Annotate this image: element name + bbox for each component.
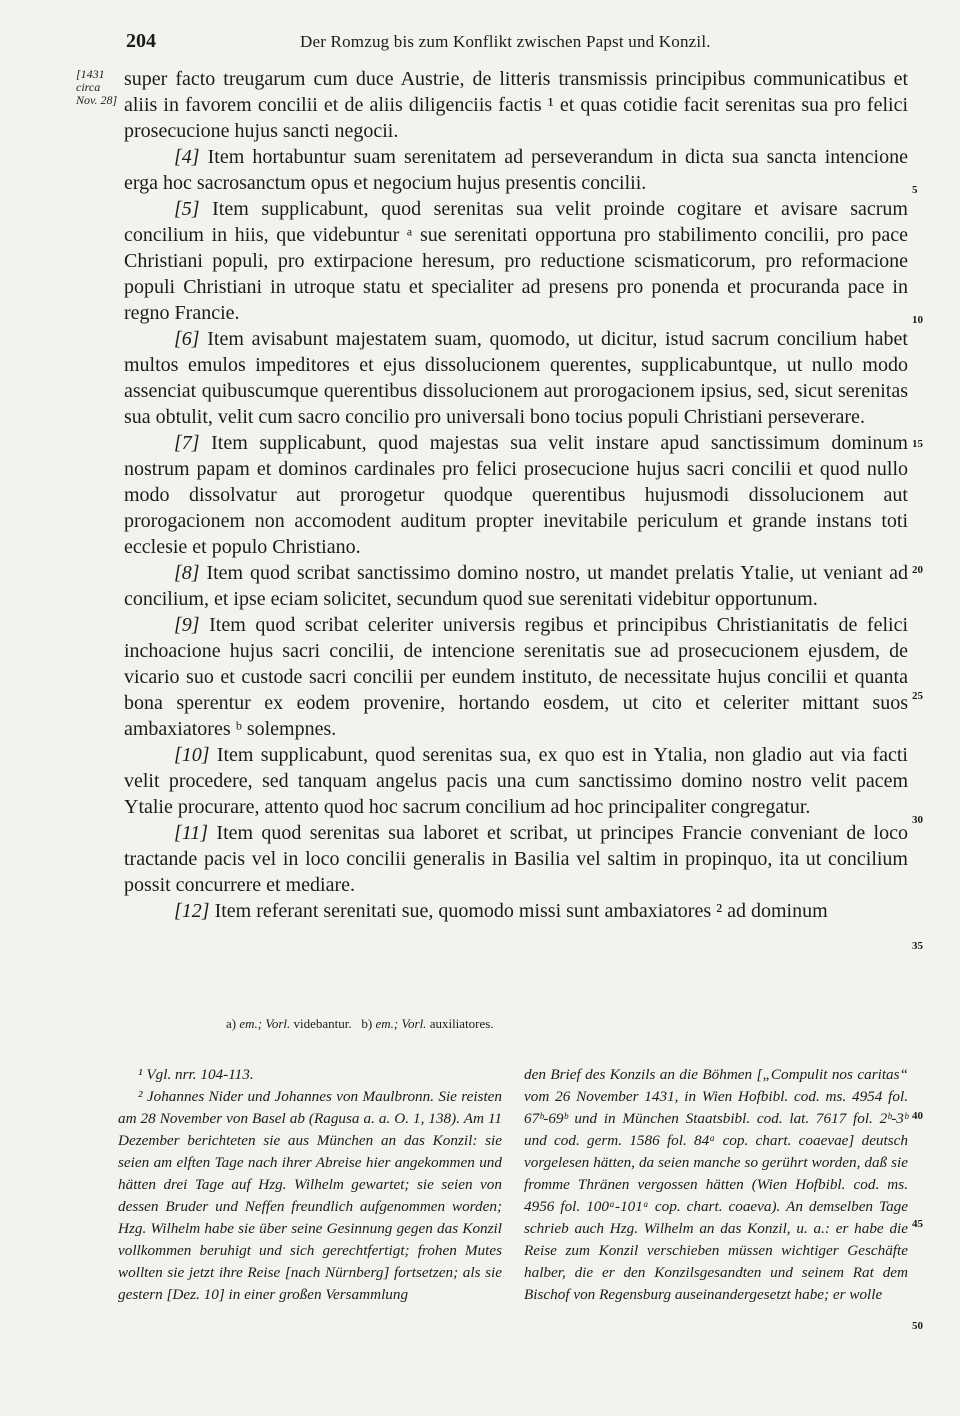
page-header <box>0 30 960 58</box>
margin-date <box>76 68 126 107</box>
paragraph-9 <box>124 612 908 742</box>
paragraph-number: [6] <box>174 328 200 350</box>
paragraph-number: [7] <box>174 432 200 454</box>
paragraph-number: [8] <box>174 562 200 584</box>
paragraph-text: Item hortabuntur suam serenitatem ad perseverandum in dicta sua sancta intencione erga hoc sacrosanctum opus et negocium hujus presentis concilii. <box>124 146 908 194</box>
paragraph-text: Item quod serenitas sua laboret et scribat, ut principes Francie conveniant de loco tractande pacis vel in loco concilii generalis in Basilia vel saltim in propinquo, ita ut concilium possit concurrere et mediare. <box>124 822 908 896</box>
footnotes-right-column <box>524 1064 908 1306</box>
line-number: 15 <box>912 438 923 450</box>
line-number: 30 <box>912 814 923 826</box>
paragraph-11 <box>124 820 908 898</box>
critical-apparatus <box>226 1016 494 1032</box>
main-text <box>124 66 908 924</box>
apparatus-em: em.; <box>375 1016 399 1031</box>
paragraph-number: [11] <box>174 822 209 844</box>
paragraph-text: Item supplicabunt, quod serenitas sua velit proinde cogitare et avisare sacrum concilium in hiis, que videbuntur ᵃ sue serenitati opportuna pro stabilimento concilii, pro pace Christiani populi, pro extirpacione heresum, pro reductione scismaticorum, pro reformacione populi Christiani in utroque statu et specialiter ad presens pro ponenda et procuranda pace in regno Francie. <box>124 198 908 324</box>
line-number: 25 <box>912 690 923 702</box>
paragraph-number: [10] <box>174 744 210 766</box>
apparatus-vorl: Vorl. <box>401 1016 427 1031</box>
footnotes-left-column <box>118 1064 502 1306</box>
apparatus-reading: auxiliatores. <box>429 1016 494 1031</box>
paragraph-text: Item avisabunt majestatem suam, quomodo, ut dicitur, istud sacrum concilium habet multos emulos impeditores et ejus dissolucionem querentes, supplicabuntque, ut nullo modo assenciat quibuscumque querentibus dissolucionem aut prorogacionem ipsius, sed, sicut serenitas sua obtulit, velit cum sacro concilio pro universali bono tocius populi Christiani perseverare. <box>124 328 908 428</box>
apparatus-vorl: Vorl. <box>265 1016 291 1031</box>
paragraph-text: super facto treugarum cum duce Austrie, de litteris transmissis principibus communicatibus et aliis in favorem concilii et de aliis diligenciis factis ¹ et quas cotidie facit serenitas sua pro felici prosecucione hujus sancti negocii. <box>124 68 908 142</box>
margin-date-circa: circa <box>76 80 101 94</box>
line-number: 35 <box>912 940 923 952</box>
footnote-1: ¹ Vgl. nrr. 104-113. <box>138 1066 254 1083</box>
paragraph-number: [5] <box>174 198 200 220</box>
paragraph-7 <box>124 430 908 560</box>
paragraph-number: [4] <box>174 146 200 168</box>
paragraph-6 <box>124 326 908 430</box>
paragraph-text: Item supplicabunt, quod majestas sua velit instare apud sanctissimum dominum nostrum papam et dominos cardinales pro felici prosecucione hujus sacri concilii et quod nullo modo dissolvatur aut prorogetur quodque querentibus hujusmodi dissolucionem aut prorogacionem non accomodent auditum propter inevitabile periculum et grande instans toti ecclesie et populo Christiano. <box>124 432 908 558</box>
line-number: 50 <box>912 1320 923 1332</box>
apparatus-reading: videbantur. <box>293 1016 352 1031</box>
line-number: 5 <box>912 184 918 196</box>
margin-date-day: Nov. 28] <box>76 93 118 107</box>
apparatus-em: em.; <box>239 1016 263 1031</box>
apparatus-mark-a: a) <box>226 1016 237 1031</box>
paragraph-number: [12] <box>174 900 210 922</box>
paragraph-5 <box>124 196 908 326</box>
line-number: 10 <box>912 314 923 326</box>
footnote-2: ² Johannes Nider und Johannes von Maulbronn. Sie reisten am 28 November von Basel ab (Ragusa a. a. O. 1, 138). Am 11 Dezember berichteten sie aus München an das Konzil: sie seien am elften Tage nach ihrer Abreise hier angekommen und hätten drei Tage auf Hzg. Wilhelm gewartet; sie seien von dessen Bruder und Neffen freundlich aufgenommen worden; Hzg. Wilhelm habe sie über seine Gesinnung gegen das Konzil vollkommen beruhigt und sich gerechtfertigt; frohen Mutes wollten sie jetzt ihre Reise [nach Nürnberg] fortsetzen; als sie gestern [Dez. 10] in einer großen Versammlung <box>118 1088 502 1303</box>
paragraph-text: Item quod scribat celeriter universis regibus et principibus Christianitatis de felici inchoacione hujus sacri concilii, de intencione serenitatis sue ad prosecucionem ejusdem, de vicario suo et custode sacri concilii per eundem instituto, de necessitate hujus concilii et quanta bona sperentur ex eodem provenire, hortando eosdem, ut cito et celeriter mittant suos ambaxiatores ᵇ solempnes. <box>124 614 908 740</box>
footnote-2-continued: den Brief des Konzils an die Böhmen [„Compulit nos caritas“ vom 26 November 1431, in Wien Hofbibl. cod. ms. 4954 fol. 67ᵇ-69ᵇ und in München Staatsbibl. cod. lat. 7617 fol. 2ᵇ-3ᵇ und cod. germ. 1586 fol. 84ᵃ cop. chart. coaevae] deutsch vorgelesen hätten, da seien manche so gerührt worden, daß sie fromme Thränen vergossen hätten (Wien Hofbibl. cod. ms. 4956 fol. 100ᵃ-101ᵃ cop. chart. coaeva). An demselben Tage schrieb auch Hzg. Wilhelm an das Konzil, u. a.: er habe die Reise zum Konzil verschieben müssen wichtiger Geschäfte halber, die er den Konzilsgesandten und seinem Rat dem Bischof von Regensburg auseinandergesetzt habe; er wolle <box>524 1066 908 1303</box>
paragraph-text: Item referant serenitati sue, quomodo missi sunt ambaxiatores ² ad dominum <box>209 900 828 922</box>
apparatus-mark-b: b) <box>361 1016 373 1031</box>
paragraph-10 <box>124 742 908 820</box>
line-number: 40 <box>912 1110 923 1122</box>
paragraph-4 <box>124 144 908 196</box>
paragraph-text: Item quod scribat sanctissimo domino nostro, ut mandet prelatis Ytalie, ut veniant ad concilium, et ipse eciam solicitet, secundum quod sue serenitati videbitur opportunum. <box>124 562 908 610</box>
paragraph-8 <box>124 560 908 612</box>
paragraph-text: Item supplicabunt, quod serenitas sua, ex quo est in Ytalia, non gladio aut via facti velit procedere, sed tanquam angelus pacis una cum sanctissimo domino nostro velit pacem Ytalie procurare, attento quod hoc sacrum concilium ad hoc principaliter congregatur. <box>124 744 908 818</box>
paragraph-continuation <box>124 66 908 144</box>
margin-date-year: [1431 <box>76 67 105 81</box>
page-number: 204 <box>126 30 156 52</box>
paragraph-12 <box>124 898 908 924</box>
line-number: 45 <box>912 1218 923 1230</box>
line-number: 20 <box>912 564 923 576</box>
paragraph-number: [9] <box>174 614 200 636</box>
running-title: Der Romzug bis zum Konflikt zwischen Papst und Konzil. <box>300 32 711 51</box>
